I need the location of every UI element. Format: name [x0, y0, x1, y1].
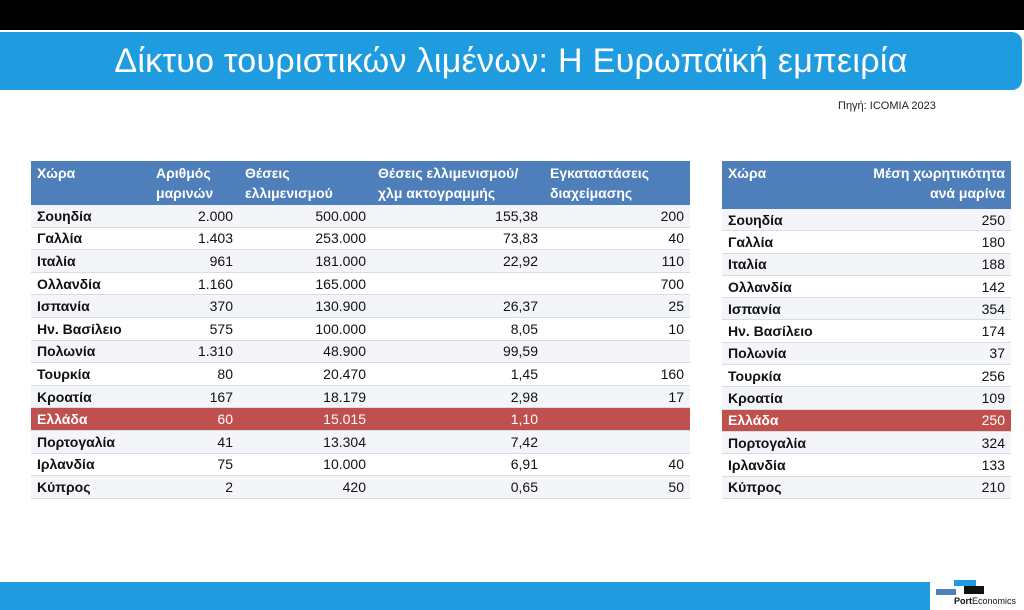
table-row	[722, 209, 1011, 231]
table-row	[31, 317, 690, 340]
value-cell: 2.000	[150, 205, 239, 227]
country-cell: Ην. Βασίλειο	[31, 317, 150, 340]
country-cell: Κύπρος	[722, 476, 842, 498]
table-row	[31, 227, 690, 250]
value-cell: 253.000	[239, 227, 372, 250]
value-cell: 20.470	[239, 363, 372, 386]
country-cell: Ην. Βασίλειο	[722, 320, 842, 342]
value-cell: 133	[842, 454, 1011, 476]
table-row	[31, 205, 690, 227]
value-cell: 60	[150, 408, 239, 431]
value-cell	[372, 272, 544, 295]
value-cell: 1.160	[150, 272, 239, 295]
value-cell: 130.900	[239, 295, 372, 318]
country-cell: Σουηδία	[31, 205, 150, 227]
table-row	[722, 431, 1011, 453]
country-cell: Ισπανία	[31, 295, 150, 318]
country-cell: Τουρκία	[31, 363, 150, 386]
value-cell: 0,65	[372, 476, 544, 499]
value-cell: 167	[150, 385, 239, 408]
table-row-highlighted	[31, 408, 690, 431]
value-cell: 48.900	[239, 340, 372, 363]
table-row	[722, 231, 1011, 253]
table-row	[31, 453, 690, 476]
value-cell: 17	[544, 385, 690, 408]
value-cell: 250	[842, 209, 1011, 231]
value-cell: 10.000	[239, 453, 372, 476]
table-row	[31, 340, 690, 363]
country-cell: Ολλανδία	[722, 275, 842, 297]
logo-mark-icon	[964, 586, 984, 594]
value-cell: 1.403	[150, 227, 239, 250]
table-row	[722, 298, 1011, 320]
table-row	[31, 476, 690, 499]
value-cell: 110	[544, 250, 690, 273]
table-row	[31, 385, 690, 408]
table-row	[31, 295, 690, 318]
table-row	[722, 320, 1011, 342]
source-note: Πηγή: ICOMIA 2023	[838, 100, 936, 112]
header-country: Χώρα	[722, 161, 842, 209]
table-row	[722, 253, 1011, 275]
value-cell: 370	[150, 295, 239, 318]
value-cell: 181.000	[239, 250, 372, 273]
slide-title: Δίκτυο τουριστικών λιμένων: Η Ευρωπαϊκή εμπειρία	[114, 41, 908, 80]
value-cell: 2,98	[372, 385, 544, 408]
value-cell: 73,83	[372, 227, 544, 250]
value-cell: 109	[842, 387, 1011, 409]
value-cell: 174	[842, 320, 1011, 342]
value-cell	[544, 430, 690, 453]
value-cell: 8,05	[372, 317, 544, 340]
value-cell: 210	[842, 476, 1011, 498]
bottom-bar	[0, 582, 940, 610]
value-cell: 15.015	[239, 408, 372, 431]
value-cell: 7,42	[372, 430, 544, 453]
country-cell: Ισπανία	[722, 298, 842, 320]
value-cell: 18.179	[239, 385, 372, 408]
country-cell: Γαλλία	[31, 227, 150, 250]
country-cell: Ιρλανδία	[722, 454, 842, 476]
table-row	[722, 342, 1011, 364]
header-berths: Θέσεις ελλιμενισμού	[239, 161, 372, 205]
value-cell: 100.000	[239, 317, 372, 340]
marinas-table	[31, 161, 690, 499]
value-cell: 500.000	[239, 205, 372, 227]
country-cell: Κροατία	[31, 385, 150, 408]
table-header-row	[722, 161, 1011, 209]
header-berths-per-km: Θέσεις ελλιμενισμού/ χλμ ακτογραμμής	[372, 161, 544, 205]
value-cell: 41	[150, 430, 239, 453]
country-cell: Ελλάδα	[722, 409, 842, 431]
value-cell: 354	[842, 298, 1011, 320]
title-banner	[0, 32, 1022, 90]
value-cell: 40	[544, 453, 690, 476]
value-cell: 160	[544, 363, 690, 386]
value-cell: 10	[544, 317, 690, 340]
value-cell: 6,91	[372, 453, 544, 476]
value-cell	[544, 340, 690, 363]
table-row	[31, 250, 690, 273]
logo-mark-icon	[936, 589, 956, 595]
capacity-table	[722, 161, 1011, 499]
country-cell: Ιταλία	[722, 253, 842, 275]
table-row	[722, 454, 1011, 476]
table-row-highlighted	[722, 409, 1011, 431]
value-cell: 1.310	[150, 340, 239, 363]
value-cell: 40	[544, 227, 690, 250]
value-cell: 1,45	[372, 363, 544, 386]
value-cell: 575	[150, 317, 239, 340]
value-cell: 700	[544, 272, 690, 295]
value-cell: 256	[842, 365, 1011, 387]
value-cell: 155,38	[372, 205, 544, 227]
value-cell: 25	[544, 295, 690, 318]
table-row	[722, 275, 1011, 297]
value-cell: 75	[150, 453, 239, 476]
country-cell: Ιρλανδία	[31, 453, 150, 476]
value-cell: 13.304	[239, 430, 372, 453]
table-row	[31, 430, 690, 453]
country-cell: Ολλανδία	[31, 272, 150, 295]
value-cell: 180	[842, 231, 1011, 253]
country-cell: Σουηδία	[722, 209, 842, 231]
value-cell: 50	[544, 476, 690, 499]
value-cell: 188	[842, 253, 1011, 275]
table-row	[722, 387, 1011, 409]
country-cell: Πορτογαλία	[31, 430, 150, 453]
value-cell: 1,10	[372, 408, 544, 431]
country-cell: Κύπρος	[31, 476, 150, 499]
table-header-row	[31, 161, 690, 205]
header-marinas: Αριθμός μαρινών	[150, 161, 239, 205]
top-black-bar	[0, 0, 1024, 30]
value-cell: 420	[239, 476, 372, 499]
country-cell: Ελλάδα	[31, 408, 150, 431]
table-row	[722, 476, 1011, 498]
value-cell: 99,59	[372, 340, 544, 363]
country-cell: Πολωνία	[31, 340, 150, 363]
country-cell: Γαλλία	[722, 231, 842, 253]
header-avg-capacity: Μέση χωρητικότητα ανά μαρίνα	[842, 161, 1011, 209]
header-facilities: Εγκαταστάσεις διαχείμασης	[544, 161, 690, 205]
value-cell: 961	[150, 250, 239, 273]
value-cell: 142	[842, 275, 1011, 297]
table-row	[722, 365, 1011, 387]
table-row	[31, 272, 690, 295]
logo-text: PortEconomics	[954, 596, 1017, 606]
value-cell: 324	[842, 431, 1011, 453]
country-cell: Πολωνία	[722, 342, 842, 364]
table-row	[31, 363, 690, 386]
porteconomics-logo	[930, 578, 1024, 610]
value-cell: 80	[150, 363, 239, 386]
country-cell: Πορτογαλία	[722, 431, 842, 453]
value-cell: 37	[842, 342, 1011, 364]
value-cell	[544, 408, 690, 431]
value-cell: 2	[150, 476, 239, 499]
country-cell: Κροατία	[722, 387, 842, 409]
country-cell: Τουρκία	[722, 365, 842, 387]
value-cell: 26,37	[372, 295, 544, 318]
value-cell: 200	[544, 205, 690, 227]
value-cell: 165.000	[239, 272, 372, 295]
value-cell: 22,92	[372, 250, 544, 273]
header-country: Χώρα	[31, 161, 150, 205]
value-cell: 250	[842, 409, 1011, 431]
country-cell: Ιταλία	[31, 250, 150, 273]
